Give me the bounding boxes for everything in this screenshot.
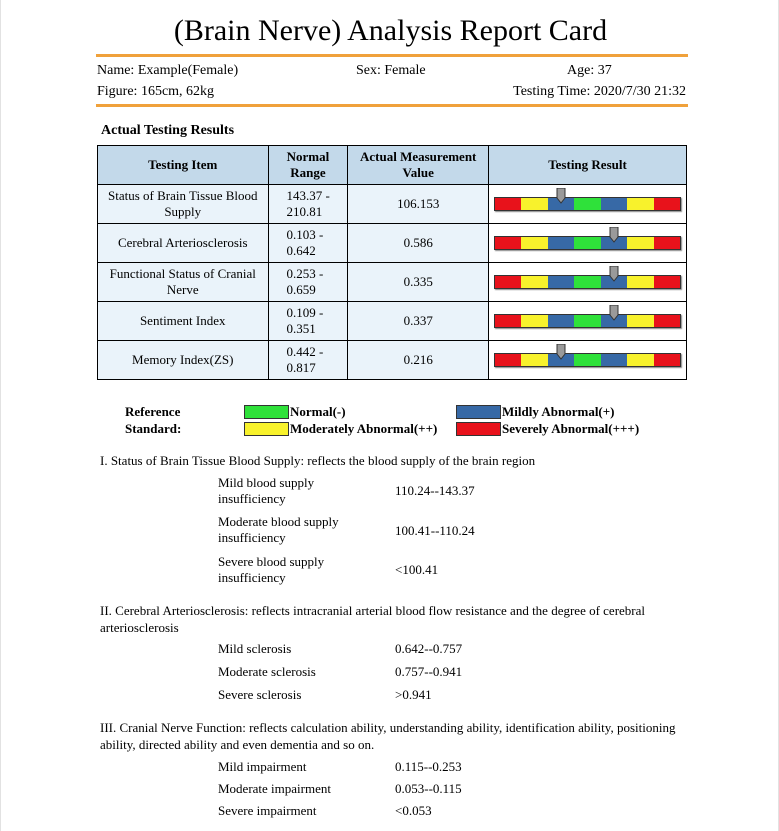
result-marker-icon [609,227,619,243]
row-testing-item: Functional Status of Cranial Nerve [98,263,269,302]
row-testing-item: Status of Brain Tissue Blood Supply [98,185,269,224]
section-3-item-3-label: Severe impairment [218,803,317,818]
legend-label-line2: Standard: [125,421,182,436]
section-3-heading: III. Cranial Nerve Function: reflects calculation ability, understanding ability, identification ability, positioning ability, directed ability and even dementia and so on. [100,720,676,752]
section-1-item-2-value: 100.41--110.24 [395,523,475,538]
legend-normal-swatch [244,405,289,419]
result-marker-icon [556,188,566,204]
section-2-item-3-label: Severe sclerosis [218,687,302,702]
section-2-item-2-label: Moderate sclerosis [218,664,316,679]
row-testing-item: Memory Index(ZS) [98,341,269,380]
scale-segment [521,315,547,327]
results-row [98,263,687,302]
scale-segment [574,354,600,366]
section-2-heading: II. Cerebral Arteriosclerosis: reflects intracranial arterial blood flow resistance and the degree of cerebral arteriosclerosis [100,603,646,635]
scale-segment [495,276,521,288]
scale-segment [627,276,653,288]
section-3-item-3-value: <0.053 [395,803,432,818]
testing-time: Testing Time: 2020/7/30 21:32 [513,84,686,99]
result-marker-icon [609,305,619,321]
header-normal-range: Normal Range [268,146,348,185]
results-row [98,302,687,341]
legend-mild-swatch [456,405,501,419]
row-measurement-value: 0.335 [348,263,489,302]
scale-segment [521,276,547,288]
result-scale-bar [494,197,681,211]
legend-moderate-swatch [244,422,289,436]
report-title: (Brain Nerve) Analysis Report Card [173,14,608,47]
section-2-item-3-value: >0.941 [395,687,432,702]
row-normal-range: 0.109 - 0.351 [268,302,348,341]
legend-label-line1: Reference [125,404,181,419]
scale-segment [495,237,521,249]
scale-segment [654,198,680,210]
scale-segment [521,354,547,366]
section-3-item-2-value: 0.053--0.115 [395,781,462,796]
legend-severe-swatch [456,422,501,436]
row-normal-range: 0.253 - 0.659 [268,263,348,302]
results-section-title: Actual Testing Results [101,123,235,138]
patient-sex: Sex: Female [356,63,426,78]
result-marker-icon [556,344,566,360]
row-testing-result [489,224,687,263]
scale-segment [654,354,680,366]
header-measurement-value: Actual Measurement Value [348,146,489,185]
scale-segment [574,276,600,288]
result-marker-icon [609,266,619,282]
row-testing-item: Sentiment Index [98,302,269,341]
section-1-item-3-value: <100.41 [395,562,439,577]
results-row [98,224,687,263]
result-scale-bar [494,353,681,367]
row-testing-result [489,341,687,380]
row-normal-range: 0.103 - 0.642 [268,224,348,263]
results-table [97,145,687,380]
section-2-item-1-value: 0.642--0.757 [395,641,463,656]
section-3-item-1-value: 0.115--0.253 [395,759,462,774]
scale-segment [548,315,574,327]
scale-segment [627,198,653,210]
scale-segment [654,276,680,288]
section-1-item-3-label: Severe blood supply insufficiency [218,554,325,585]
section-2-item-2-value: 0.757--0.941 [395,664,463,679]
legend-mild-text: Mildly Abnormal(+) [502,404,615,419]
scale-segment [548,276,574,288]
patient-name: Name: Example(Female) [97,63,239,78]
scale-segment [574,198,600,210]
title-rule-top [96,54,688,57]
section-2-item-1-label: Mild sclerosis [218,641,292,656]
scale-segment [601,354,627,366]
scale-segment [548,237,574,249]
scale-segment [495,315,521,327]
scale-segment [627,354,653,366]
row-measurement-value: 0.586 [348,224,489,263]
patient-age: Age: 37 [567,63,612,78]
header-testing-result: Testing Result [489,146,687,185]
section-3-item-2-label: Moderate impairment [218,781,331,796]
result-scale-bar [494,275,681,289]
row-testing-item: Cerebral Arteriosclerosis [98,224,269,263]
result-scale-bar [494,236,681,250]
scale-segment [627,237,653,249]
result-scale-bar [494,314,681,328]
results-row [98,341,687,380]
scale-segment [495,354,521,366]
section-1-heading: I. Status of Brain Tissue Blood Supply: reflects the blood supply of the brain region [100,453,536,468]
row-measurement-value: 0.216 [348,341,489,380]
scale-segment [521,198,547,210]
section-3-item-1-label: Mild impairment [218,759,307,774]
scale-segment [654,315,680,327]
scale-segment [495,198,521,210]
header-testing-item: Testing Item [98,146,269,185]
section-1-item-2-label: Moderate blood supply insufficiency [218,514,339,545]
legend-severe-text: Severely Abnormal(+++) [502,421,640,436]
legend-normal-text: Normal(-) [290,404,346,419]
row-measurement-value: 106.153 [348,185,489,224]
scale-segment [521,237,547,249]
results-header-row [98,146,687,185]
row-testing-result [489,302,687,341]
row-testing-result [489,185,687,224]
title-rule-bottom [96,104,688,107]
row-testing-result [489,263,687,302]
section-1-item-1-label: Mild blood supply insufficiency [218,475,315,506]
legend-moderate-text: Moderately Abnormal(++) [290,421,438,436]
scale-segment [574,237,600,249]
scale-segment [654,237,680,249]
row-normal-range: 0.442 - 0.817 [268,341,348,380]
results-row [98,185,687,224]
section-1-item-1-value: 110.24--143.37 [395,483,475,498]
scale-segment [601,198,627,210]
row-normal-range: 143.37 - 210.81 [268,185,348,224]
scale-segment [627,315,653,327]
row-measurement-value: 0.337 [348,302,489,341]
patient-figure: Figure: 165cm, 62kg [97,84,215,99]
scale-segment [574,315,600,327]
